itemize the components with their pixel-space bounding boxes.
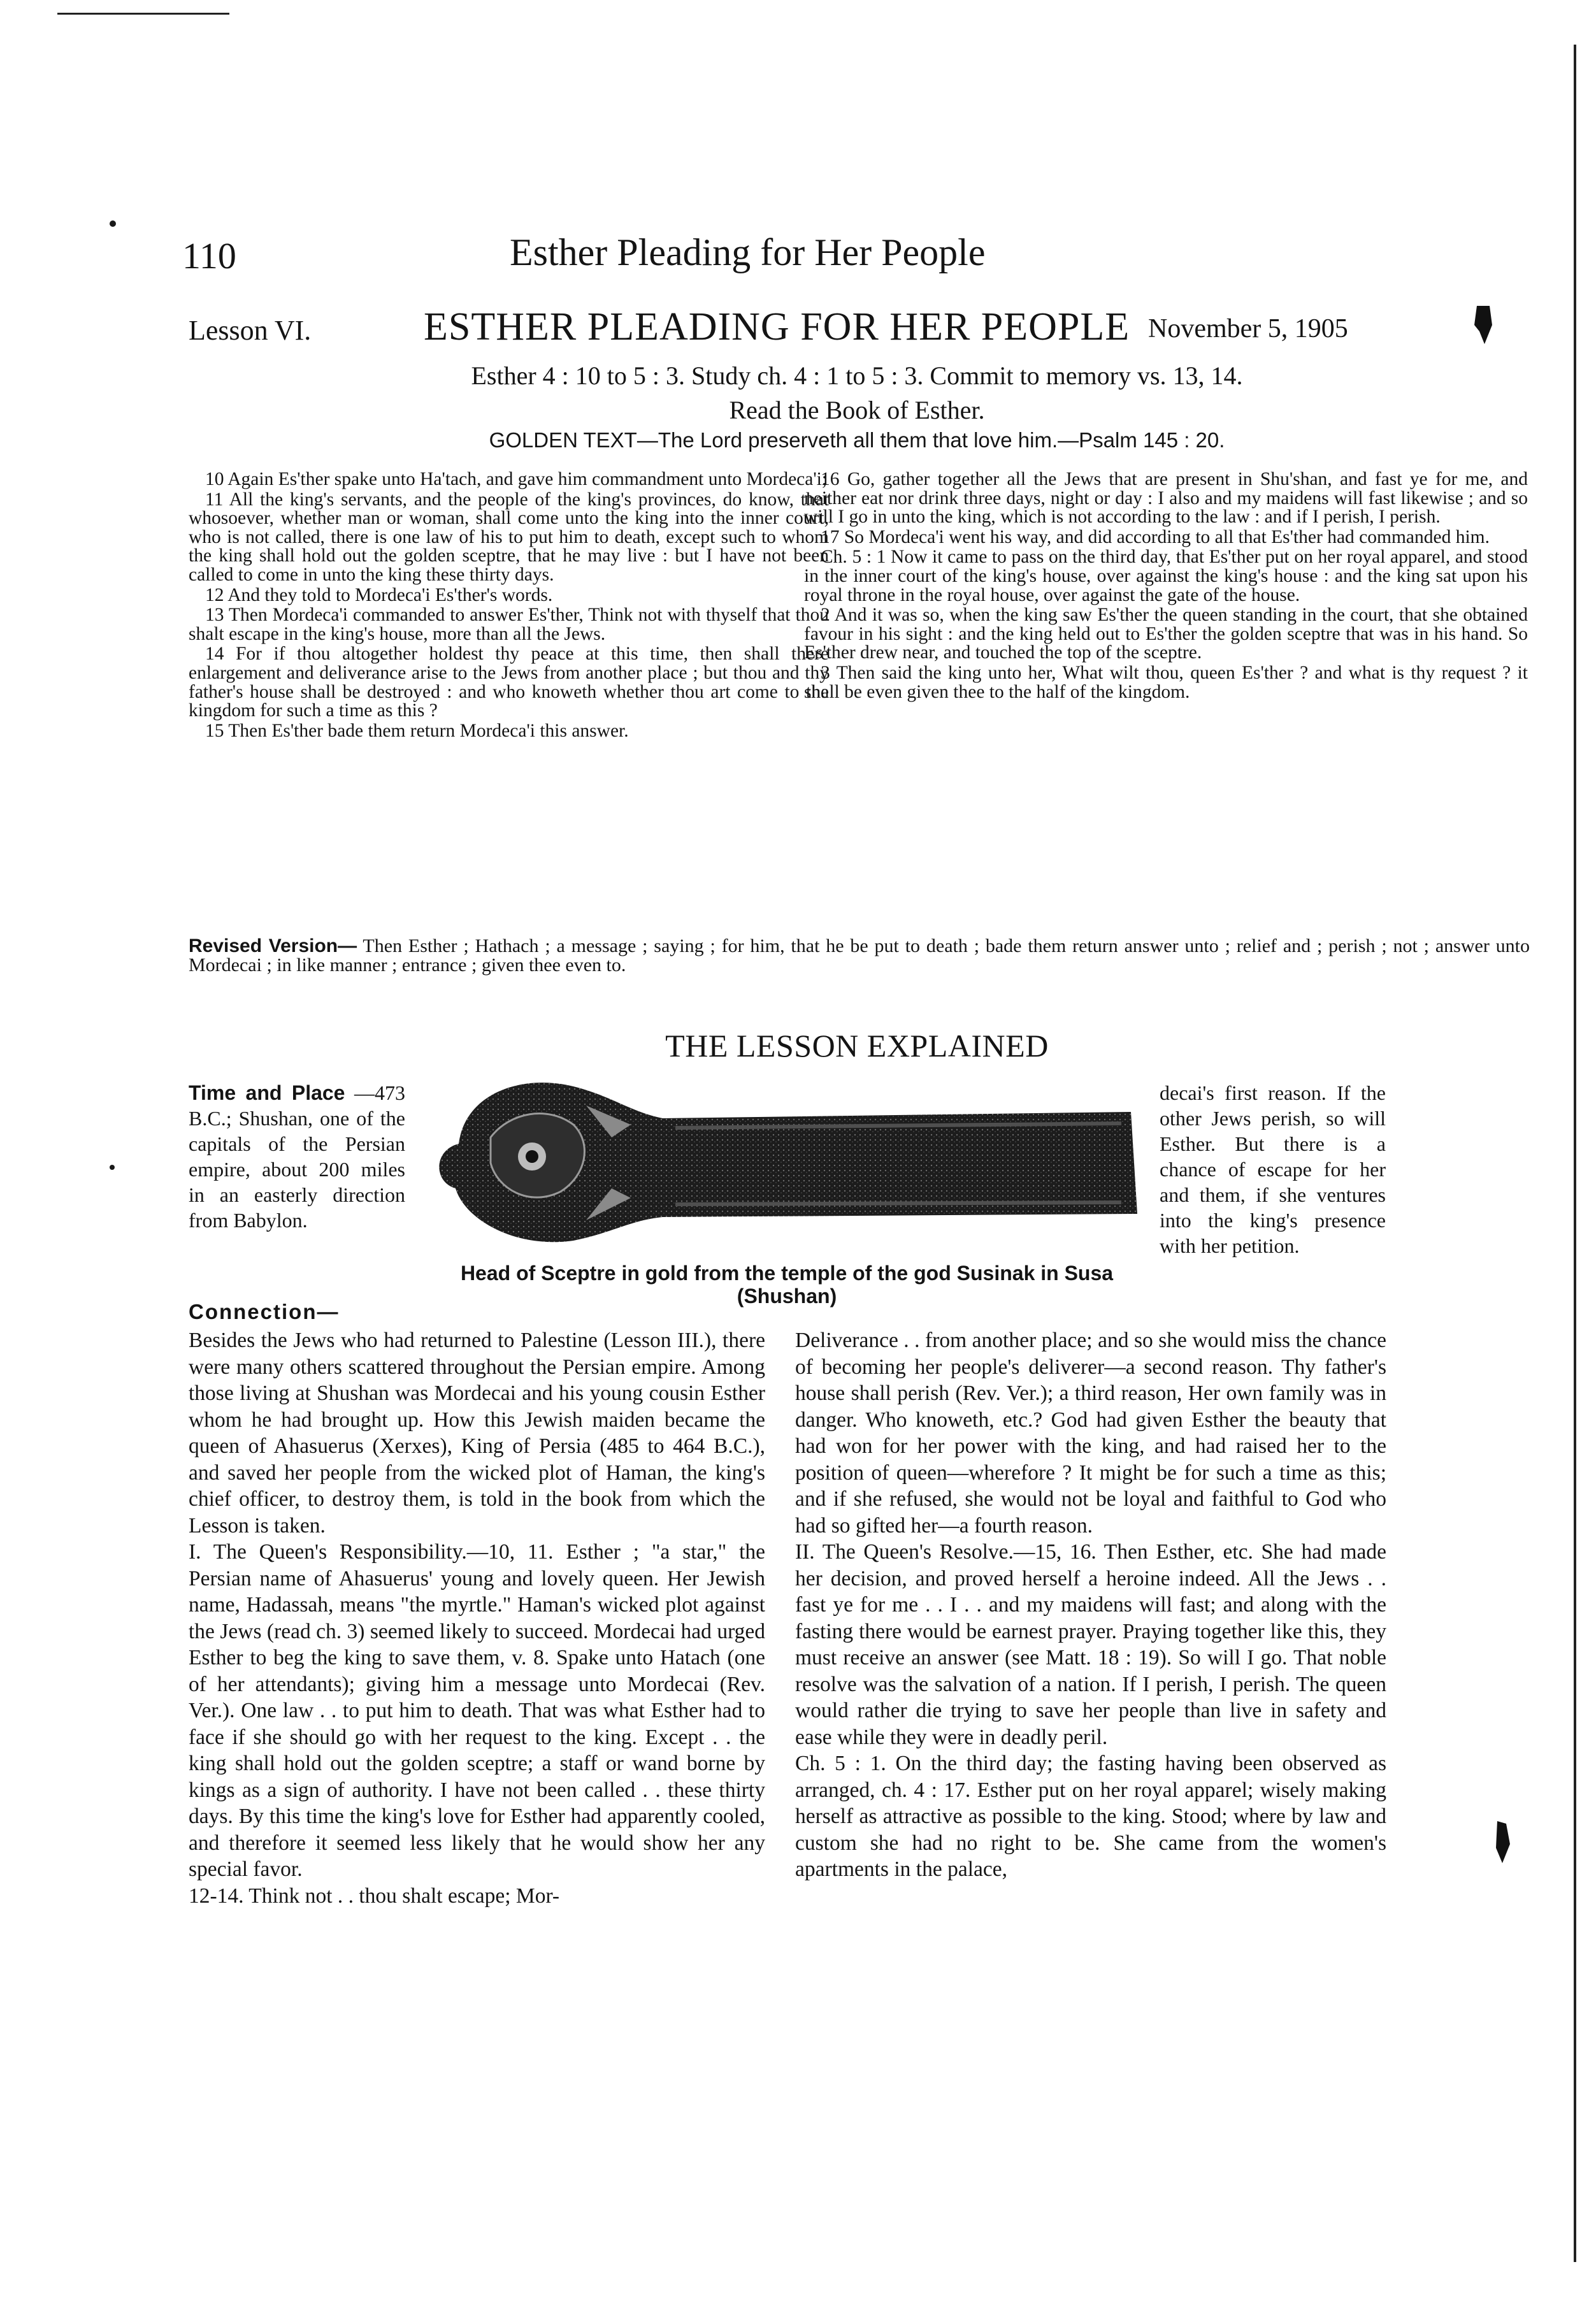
- section-heading: THE LESSON EXPLAINED: [665, 1028, 1049, 1063]
- scripture-reference: Esther 4 : 10 to 5 : 3. Study ch. 4 : 1 to 5 : 3. Commit to memory vs. 13, 14.: [471, 361, 1243, 390]
- connection-label: Connection—: [189, 1300, 340, 1323]
- verse: 12 And they told to Mordeca'i Es'ther's words.: [205, 584, 553, 605]
- scripture-right-column: [804, 470, 1528, 703]
- scan-speck: [110, 1165, 115, 1170]
- lesson-label: Lesson VI.: [189, 315, 312, 346]
- verse: 10 Again Es'ther spake unto Ha'tach, and gave him commandment unto Mordeca'i;: [205, 469, 828, 489]
- time-and-place: [189, 1080, 405, 1233]
- margin-mark-icon: [1470, 299, 1496, 350]
- image-caption: Head of Sceptre in gold from the temple of the god Susinak in Susa (Shushan): [460, 1262, 1114, 1308]
- running-head: Esther Pleading for Her People: [510, 231, 986, 273]
- verse: 11 All the king's servants, and the people of the king's provinces, do know, that whosoever, whether man or woman, shall come unto the king into the inner court, who is not called, there is one law of his to put him to death, except such to whom the king shall hold out the golden sceptre, that he may live : but I have not been called to come in unto the king these thirty days.: [189, 489, 829, 585]
- top-rule: [57, 13, 229, 15]
- time-and-place-text: —473 B.C.; Shushan, one of the capitals of the Persian empire, about 200 miles in an easterly direction from Babylon.: [189, 1081, 405, 1232]
- revised-version-label: Revised Version—: [189, 935, 357, 956]
- page-number: 110: [182, 235, 236, 277]
- commentary-right-column: [795, 1327, 1386, 1883]
- verse: 15 Then Es'ther bade them return Mordeca'i this answer.: [205, 720, 629, 741]
- commentary-left-column: [189, 1327, 765, 1909]
- scripture-left-column: [189, 470, 829, 742]
- verse: 16 Go, gather together all the Jews that are present in Shu'shan, and fast ye for me, and neither eat nor drink three days, night or day : I also and my maidens will fast likewise ; and so will I go in unto the king, which is not according to the law : and if I perish, I perish.: [804, 469, 1528, 528]
- verse: 13 Then Mordeca'i commanded to answer Es'ther, Think not with thyself that thou shalt escape in the king's house, more than all the Jews.: [189, 605, 829, 644]
- revised-version-text: Then Esther ; Hathach ; a message ; saying ; for him, that he be put to death ; bade them return answer unto ; relief and ; perish ; not ; answer unto Mordecai ; in like manner ; entrance ; given thee even to.: [189, 935, 1530, 976]
- revised-version-note: [189, 937, 1530, 974]
- verse: 2 And it was so, when the king saw Es'ther the queen standing in the court, that she obtained favour in his sight : and the king held out to Es'ther the golden sceptre that was in his hand. So Es'ther drew near, and touched the top of the sceptre.: [804, 605, 1528, 663]
- verse: Ch. 5 : 1 Now it came to pass on the third day, that Es'ther put on her royal apparel, and stood in the inner court of the king's house, over against the king's house : and the king sat upon his royal throne in the royal house, over against the gate of the house.: [804, 547, 1528, 605]
- verse: 3 Then said the king unto her, What wilt thou, queen Es'ther ? and what is thy request ? it shall be even given thee to the half of the kingdom.: [804, 662, 1528, 702]
- commentary-paragraph: Deliverance . . from another place; and so she would miss the chance of becoming her people's deliverer—a second reason. Thy father's house shall perish (Rev. Ver.); a third reason, Her own family was in danger. Who knoweth, etc.? God had given Esther the beauty that had won for her power with the king, and had raised her to the position of queen—wherefore ? It might be for such a time as this; and if she refused, she would not be loyal and faithful to God who had so gifted her—a fourth reason.: [795, 1329, 1386, 1538]
- time-and-place-label: Time and Place: [189, 1081, 345, 1104]
- right-wrap-text: decai's first reason. If the other Jews perish, so will Esther. But there is a chance of escape for her and them, if she ventures into the king's presence with her petition.: [1160, 1081, 1386, 1257]
- commentary-paragraph: Ch. 5 : 1. On the third day; the fasting having been observed as arranged, ch. 4 : 17. Esther put on her royal apparel; wisely making herself as attractive as possible to the king. Stood; where by law and custom she had no right to be. She came from the women's apartments in the palace,: [795, 1752, 1386, 1881]
- commentary-paragraph: 12-14. Think not . . thou shalt escape; Mor-: [189, 1884, 560, 1908]
- lesson-date: November 5, 1905: [1148, 314, 1348, 343]
- commentary-paragraph: II. The Queen's Resolve.—15, 16. Then Esther, etc. She had made her decision, and proved herself a heroine indeed. All the Jews . . fast ye for me . . I . . and my maidens will fast; and along with the fasting there would be earnest prayer. Praying together like this, they must receive an answer (see Matt. 18 : 19). So will I go. That noble resolve was the salvation of a nation. If I perish, I perish. The queen would rather die trying to save her people than live in safety and ease while they were in deadly peril.: [795, 1540, 1386, 1749]
- lesson-title: ESTHER PLEADING FOR HER PEOPLE: [424, 305, 1130, 349]
- verse: 14 For if thou altogether holdest thy peace at this time, then shall there enlargement and deliverance arise to the Jews from another place ; but thou and thy father's house shall be destroyed : and who knoweth whether thou art come to the kingdom for such a time as this ?: [189, 644, 829, 721]
- verse: 17 So Mordeca'i went his way, and did according to all that Es'ther had commanded him.: [821, 526, 1490, 547]
- commentary-paragraph: I. The Queen's Responsibility.—10, 11. Esther ; "a star," the Persian name of Ahasuerus' young and lovely queen. Her Jewish name, Hadassah, means "the myrtle." Haman's wicked plot against the Jews (read ch. 3) seemed likely to succeed. Mordecai had urged Esther to beg the king to save them, v. 8. Spake unto Hatach (one of her attendants); giving him a message unto Mordecai (Rev. Ver.). One law . . to put him to death. That was what Esther had to face if she should go with her request to the king. Except . . the king shall hold out the golden sceptre; a staff or wand borne by kings as a sign of authority. I have not been called . . these thirty days. By this time the king's love for Esther had apparently cooled, and therefore it seemed less likely that he would show her any special favor.: [189, 1540, 765, 1881]
- margin-mark-icon: [1490, 1816, 1515, 1867]
- read-instruction: Read the Book of Esther.: [729, 396, 985, 424]
- sceptre-image: [421, 1067, 1140, 1252]
- golden-text: GOLDEN TEXT—The Lord preserveth all them that love him.—Psalm 145 : 20.: [489, 428, 1225, 452]
- commentary-paragraph: Besides the Jews who had returned to Palestine (Lesson III.), there were many others scattered throughout the Persian empire. Among those living at Shushan was Mordecai and his young cousin Esther whom he had brought up. How this Jewish maiden became the queen of Ahasuerus (Xerxes), King of Persia (485 to 464 B.C.), and saved her people from the wicked plot of Haman, the king's chief officer, to destroy them, is told in the book from which the Lesson is taken.: [189, 1329, 765, 1538]
- scan-speck: [110, 220, 116, 227]
- binding-edge: [1574, 45, 1576, 2262]
